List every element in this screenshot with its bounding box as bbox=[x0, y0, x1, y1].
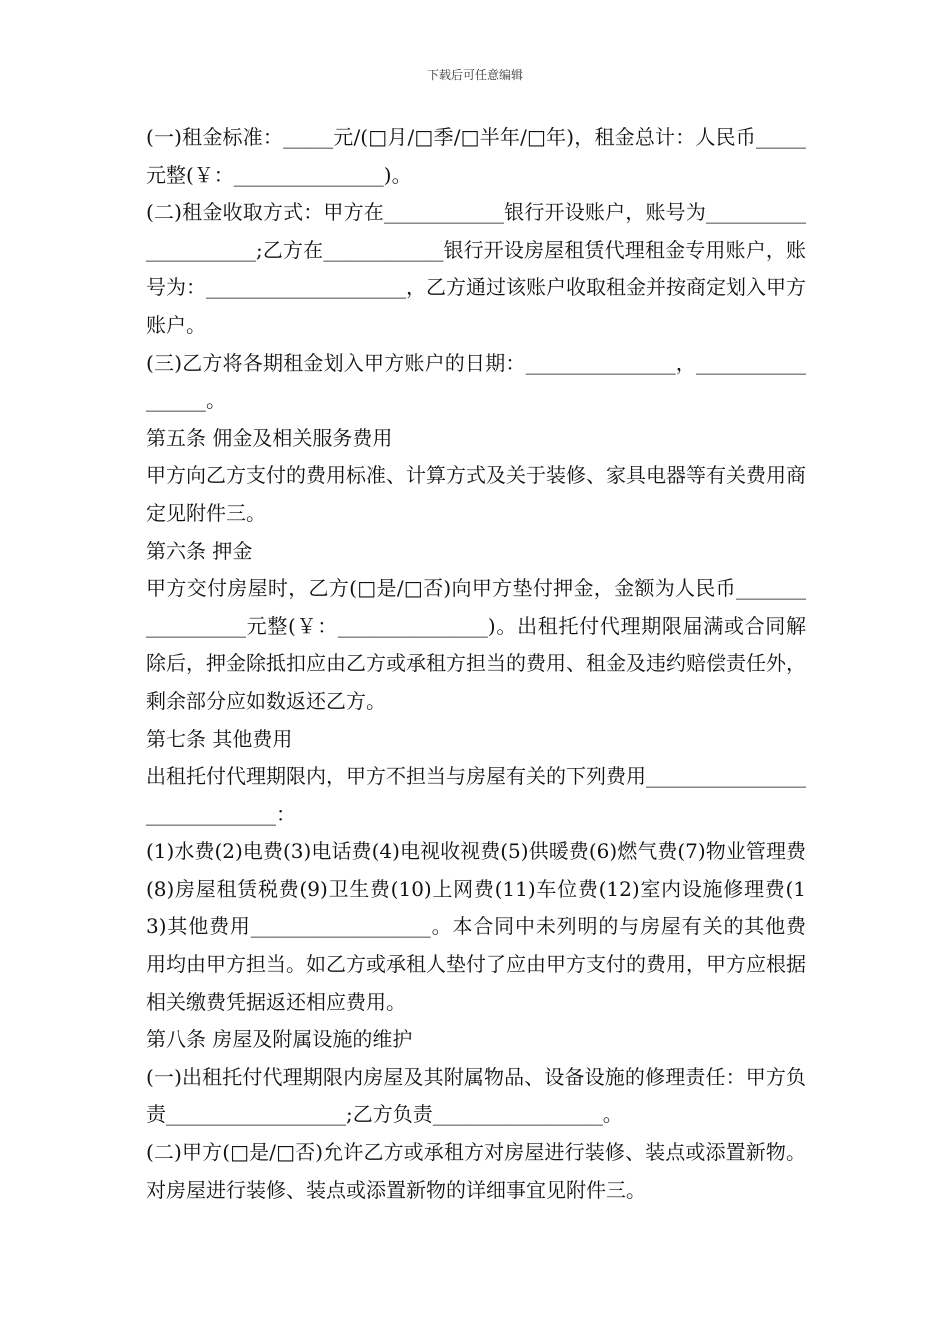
article-5-heading: 第五条 佣金及相关服务费用 bbox=[146, 425, 393, 450]
article-8-clause-1-paragraph: (一)出租托付代理期限内房屋及其附属物品、设备设施的修理责任：甲方负责__________________;乙方负责_________________。 bbox=[146, 1064, 806, 1127]
article-7-intro-paragraph: 出租托付代理期限内，甲方不担当与房屋有关的下列费用_____________________________： bbox=[146, 764, 806, 826]
article-6-heading: 第六条 押金 bbox=[146, 538, 253, 563]
article-5-paragraph: 甲方向乙方支付的费用标准、计算方式及关于装修、家具电器等有关费用商定见附件三。 bbox=[146, 463, 806, 525]
rent-collection-paragraph: (二)租金收取方式：甲方在____________银行开设账户，账号为_____________________;乙方在____________银行开设房屋租赁代理租金专用账户，账号为：____________________，乙方通过该账户收取租金并按商定划入甲方账户。 bbox=[146, 200, 806, 337]
rent-transfer-date-paragraph: (三)乙方将各期租金划入甲方账户的日期：_______________，_________________。 bbox=[146, 350, 806, 413]
rent-standard-paragraph: (一)租金标准：_____元/(□月/□季/□半年/□年)，租金总计：人民币_____元整(￥：_______________)。 bbox=[146, 125, 806, 187]
page-header: 下载后可任意编辑 bbox=[426, 68, 523, 82]
article-7-fee-list-paragraph: (1)水费(2)电费(3)电话费(4)电视收视费(5)供暖费(6)燃气费(7)物业管理费(8)房屋租赁税费(9)卫生费(10)上网费(11)车位费(12)室内设施修理费(13)其他费用__________________。本合同中未列明的与房屋有关的其他费用均由甲方担当。如乙方或承租人垫付了应由甲方支付的费用，甲方应根据相关缴费凭据返还相应费用。 bbox=[146, 839, 806, 1014]
article-6-paragraph: 甲方交付房屋时，乙方(□是/□否)向甲方垫付押金，金额为人民币_________________元整(￥：_______________)。出租托付代理期限届满或合同解除后，押金除抵扣应由乙方或承租方担当的费用、租金及违约赔偿责任外，剩余部分应如数返还乙方。 bbox=[146, 576, 806, 713]
document-body bbox=[146, 119, 806, 1209]
article-8-heading: 第八条 房屋及附属设施的维护 bbox=[146, 1027, 413, 1052]
article-7-heading: 第七条 其他费用 bbox=[146, 726, 293, 751]
article-8-clause-2-paragraph: (二)甲方(□是/□否)允许乙方或承租方对房屋进行装修、装点或添置新物。对房屋进行装修、装点或添置新物的详细事宜见附件三。 bbox=[146, 1140, 806, 1202]
